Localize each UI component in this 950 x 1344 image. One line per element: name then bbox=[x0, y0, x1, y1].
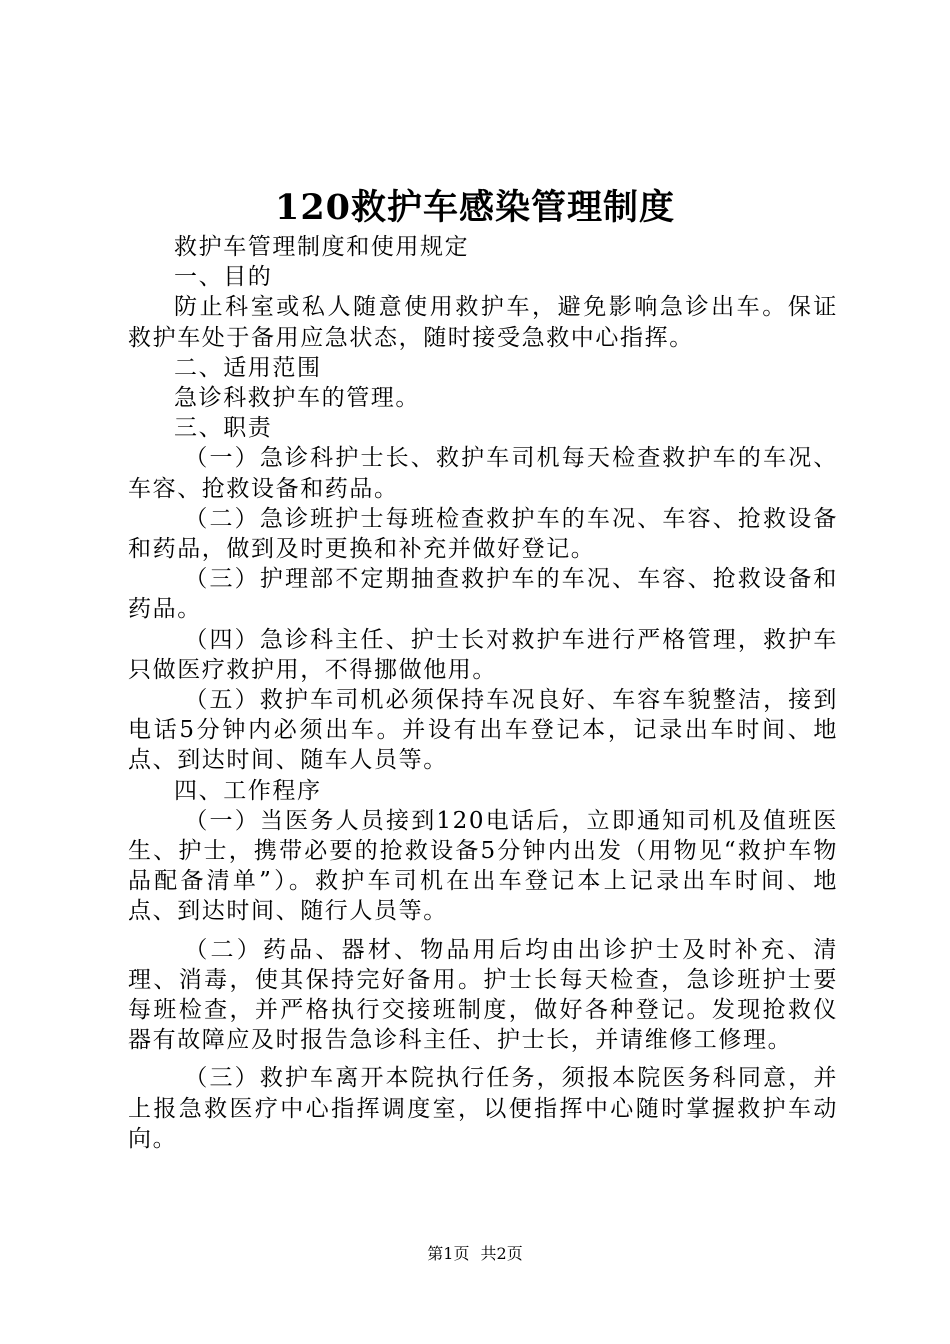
section-heading-procedure: 四、工作程序 bbox=[174, 777, 322, 804]
page-total: 共2页 bbox=[480, 1244, 523, 1263]
paragraph-scope: 急诊科救护车的管理。 bbox=[174, 385, 420, 412]
subtitle-paragraph: 救护车管理制度和使用规定 bbox=[174, 234, 470, 260]
document-title: 120救护车感染管理制度 bbox=[274, 187, 676, 228]
section-heading-scope: 二、适用范围 bbox=[174, 354, 322, 381]
paragraph-duty-4: （四）急诊科主任、护士长对救护车进行严格管理，救护车只做医疗救护用，不得挪做他用。 bbox=[128, 626, 838, 683]
document-body bbox=[128, 232, 838, 1154]
section-heading-duties: 三、职责 bbox=[174, 415, 273, 442]
paragraph-procedure-2: （二）药品、器材、物品用后均由出诊护士及时补充、清理、消毒，使其保持完好备用。护士长每天检查，急诊班护士要每班检查，并严格执行交接班制度，做好各种登记。发现抢救仪器有故障应及时报告急诊科主任、护士长，并请维修工修理。 bbox=[128, 936, 838, 1054]
section-heading-purpose: 一、目的 bbox=[174, 264, 273, 291]
paragraph-duty-2: （二）急诊班护士每班检查救护车的车况、车容、抢救设备和药品，做到及时更换和补充并做好登记。 bbox=[128, 505, 838, 563]
paragraph-duty-1: （一）急诊科护士长、救护车司机每天检查救护车的车况、车容、抢救设备和药品。 bbox=[128, 445, 838, 502]
paragraph-purpose: 防止科室或私人随意使用救护车，避免影响急诊出车。保证救护车处于备用应急状态，随时接受急救中心指挥。 bbox=[128, 294, 838, 351]
paragraph-duty-5: （五）救护车司机必须保持车况良好、车容车貌整洁，接到电话5分钟内必须出车。并设有出车登记本，记录出车时间、地点、到达时间、随车人员等。 bbox=[128, 687, 838, 774]
paragraph-duty-3: （三）护理部不定期抽查救护车的车况、车容、抢救设备和药品。 bbox=[128, 566, 838, 623]
page-footer bbox=[0, 1242, 950, 1266]
paragraph-procedure-1: （一）当医务人员接到120电话后，立即通知司机及值班医生、护士，携带必要的抢救设备5分钟内出发（用物见“救护车物品配备清单”）。救护车司机在出车登记本上记录出车时间、地点、到达时间、随行人员等。 bbox=[128, 807, 838, 925]
page-number: 第1页 bbox=[427, 1244, 470, 1263]
paragraph-procedure-3: （三）救护车离开本院执行任务，须报本院医务科同意，并上报急救医疗中心指挥调度室，以便指挥中心随时掌握救护车动向。 bbox=[128, 1065, 838, 1152]
